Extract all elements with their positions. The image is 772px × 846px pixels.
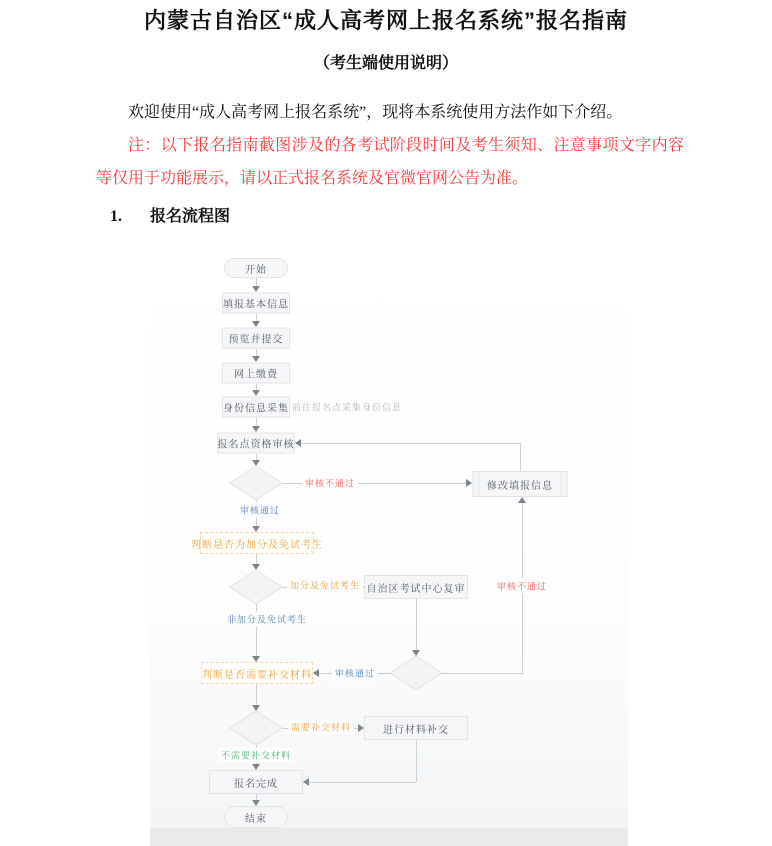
decision-diamond	[229, 465, 283, 501]
decision-diamond	[229, 710, 283, 746]
node-judge-materials: 判断是否需要补交材料	[201, 662, 313, 684]
node-end: 结束	[224, 806, 288, 828]
identity-collect-note: 前往报名点采集身份信息	[291, 402, 403, 413]
label-not-bonus-candidate: 非加分及免试考生	[224, 612, 310, 627]
decision-diamond	[229, 569, 283, 605]
label-review-pass-1: 审核通过	[237, 503, 283, 518]
node-preview-submit: 预览并提交	[222, 328, 290, 349]
section-heading	[110, 205, 772, 229]
connector-line	[256, 554, 257, 564]
node-modify-info: 修改填报信息	[473, 471, 568, 497]
label-review-pass-2: 审核通过	[332, 666, 378, 681]
arrowhead-icon	[466, 479, 472, 487]
arrowhead-icon	[252, 426, 260, 432]
decision-diamond	[389, 655, 443, 691]
connector-line	[416, 740, 417, 782]
notice-paragraph: 注：以下报名指南截图涉及的各考试阶段时间及考生须知、注意事项文字内容等仅用于功能展示，请以正式报名系统及官微官网公告为准。	[96, 137, 684, 187]
label-bonus-candidate: 加分及免试考生	[287, 578, 363, 593]
connector-line	[416, 599, 417, 650]
page-subtitle: （考生端使用说明）	[313, 55, 458, 72]
node-center-review: 自治区考试中心复审	[364, 575, 468, 599]
page-title: 内蒙古自治区“成人高考网上报名系统”报名指南	[143, 8, 628, 33]
intro-paragraph: 欢迎使用“成人高考网上报名系统”，现将本系统使用方法作如下介绍。	[128, 104, 623, 121]
arrowhead-icon	[252, 321, 260, 327]
arrowhead-icon	[252, 390, 260, 396]
node-judge-bonus: 判断是否为加分及免试考生	[200, 532, 314, 554]
node-submit-materials: 进行材料补交	[364, 716, 468, 740]
node-identity-collect: 身份信息采集	[222, 397, 290, 418]
connector-line	[309, 782, 416, 783]
label-review-fail-1: 审核不通过	[302, 476, 358, 491]
arrowhead-icon	[303, 778, 309, 786]
connector-line	[301, 443, 520, 444]
node-start: 开始	[224, 258, 288, 278]
connector-line	[442, 673, 523, 674]
connector-line	[256, 684, 257, 705]
arrowhead-icon	[295, 439, 301, 447]
flowchart	[150, 244, 628, 846]
label-review-fail-2: 审核不通过	[494, 579, 550, 594]
flowchart-bottom-strip	[150, 828, 628, 846]
arrowhead-icon	[252, 356, 260, 362]
label-need-materials: 需要补交材料	[288, 720, 354, 735]
node-pay-online: 网上缴费	[222, 363, 290, 384]
label-no-need-materials: 不需要补交材料	[218, 748, 294, 763]
node-site-review: 报名点资格审核	[217, 433, 295, 454]
arrowhead-icon	[518, 497, 526, 503]
body-text	[96, 96, 684, 195]
section-title: 报名流程图	[150, 208, 231, 225]
arrowhead-icon	[313, 669, 319, 677]
node-fill-info: 填报基本信息	[222, 293, 290, 314]
arrowhead-icon	[252, 286, 260, 292]
section-number: 1.	[110, 208, 122, 225]
node-complete: 报名完成	[209, 770, 303, 794]
connector-line	[520, 443, 521, 471]
